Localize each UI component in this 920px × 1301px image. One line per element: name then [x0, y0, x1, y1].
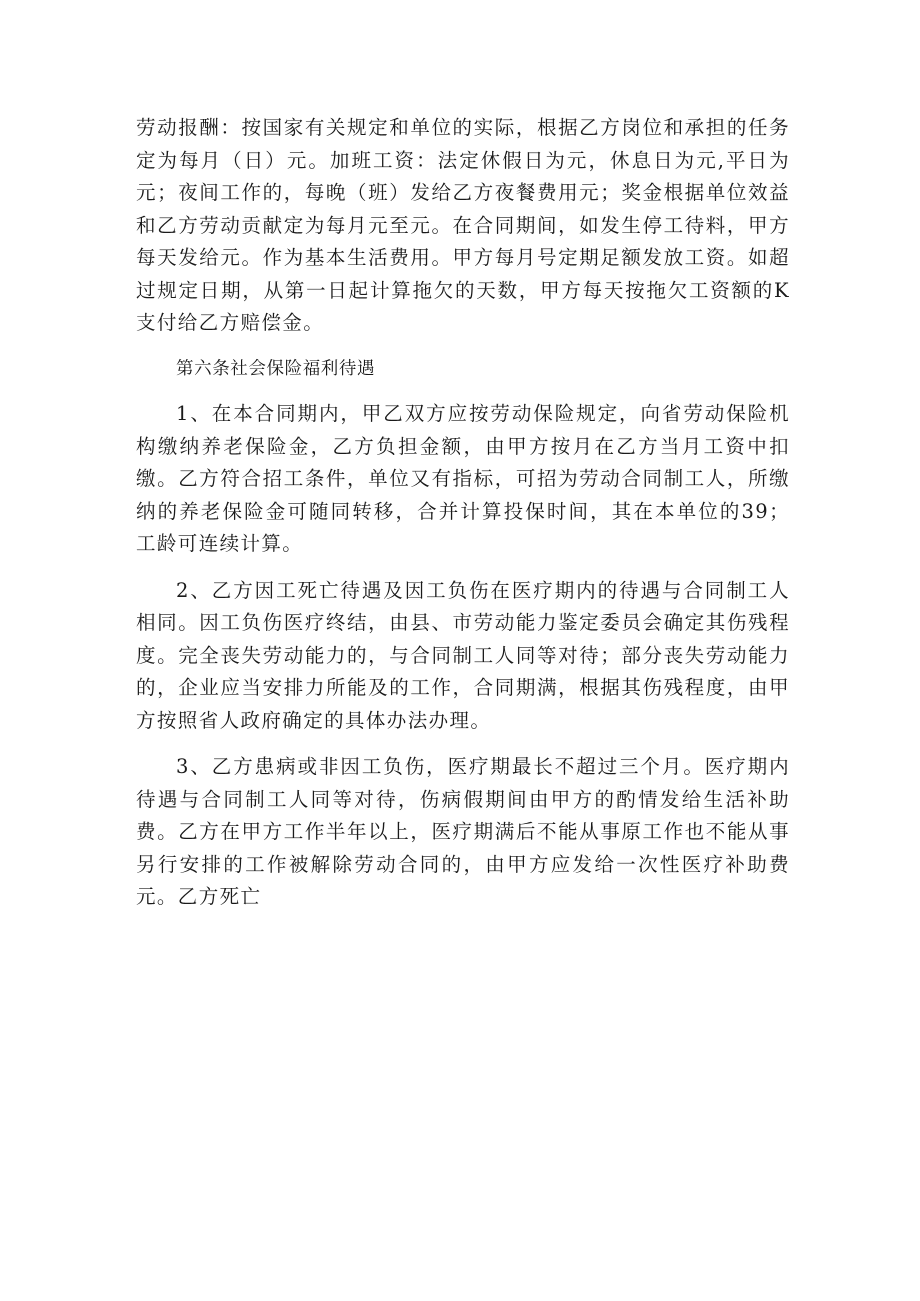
paragraph-work-injury: 2、乙方因工死亡待遇及因工负伤在医疗期内的待遇与合同制工人相同。因工负伤医疗终结，由县、市劳动能力鉴定委员会确定其伤残程度。完全丧失劳动能力的，与合同制工人同等对待；部分丧失劳动能力的，企业应当安排力所能及的工作，合同期满，根据其伤残程度，由甲方按照省人政府确定的具体办法办理。 [136, 578, 790, 732]
section-heading-article-6: 第六条社会保险福利待遇 [176, 358, 376, 379]
paragraph-pension-insurance: 1、在本合同期内，甲乙双方应按劳动保险规定，向省劳动保险机构缴纳养老保险金，乙方负担金额，由甲方按月在乙方当月工资中扣缴。乙方符合招工条件，单位又有指标，可招为劳动合同制工人，所缴纳的养老保险金可随同转移，合并计算投保时间，其在本单位的39；工龄可连续计算。 [136, 402, 790, 555]
paragraph-illness-medical-period: 3、乙方患病或非因工负伤，医疗期最长不超过三个月。医疗期内待遇与合同制工人同等对待，伤病假期间由甲方的酌情发给生活补助费。乙方在甲方工作半年以上，医疗期满后不能从事原工作也不能从事另行安排的工作被解除劳动合同的，由甲方应发给一次性医疗补助费元。乙方死亡 [136, 755, 790, 908]
paragraph-labor-remuneration: 劳动报酬：按国家有关规定和单位的实际，根据乙方岗位和承担的任务定为每月（日）元。加班工资：法定休假日为元，休息日为元,平日为元；夜间工作的，每晚（班）发给乙方夜餐费用元；奖金根据单位效益和乙方劳动贡献定为每月元至元。在合同期间，如发生停工待料，甲方每天发给元。作为基本生活费用。甲方每月号定期足额发放工资。如超过规定日期，从第一日起计算拖欠的天数，甲方每天按拖欠工资额的K支付给乙方赔偿金。 [136, 116, 790, 334]
